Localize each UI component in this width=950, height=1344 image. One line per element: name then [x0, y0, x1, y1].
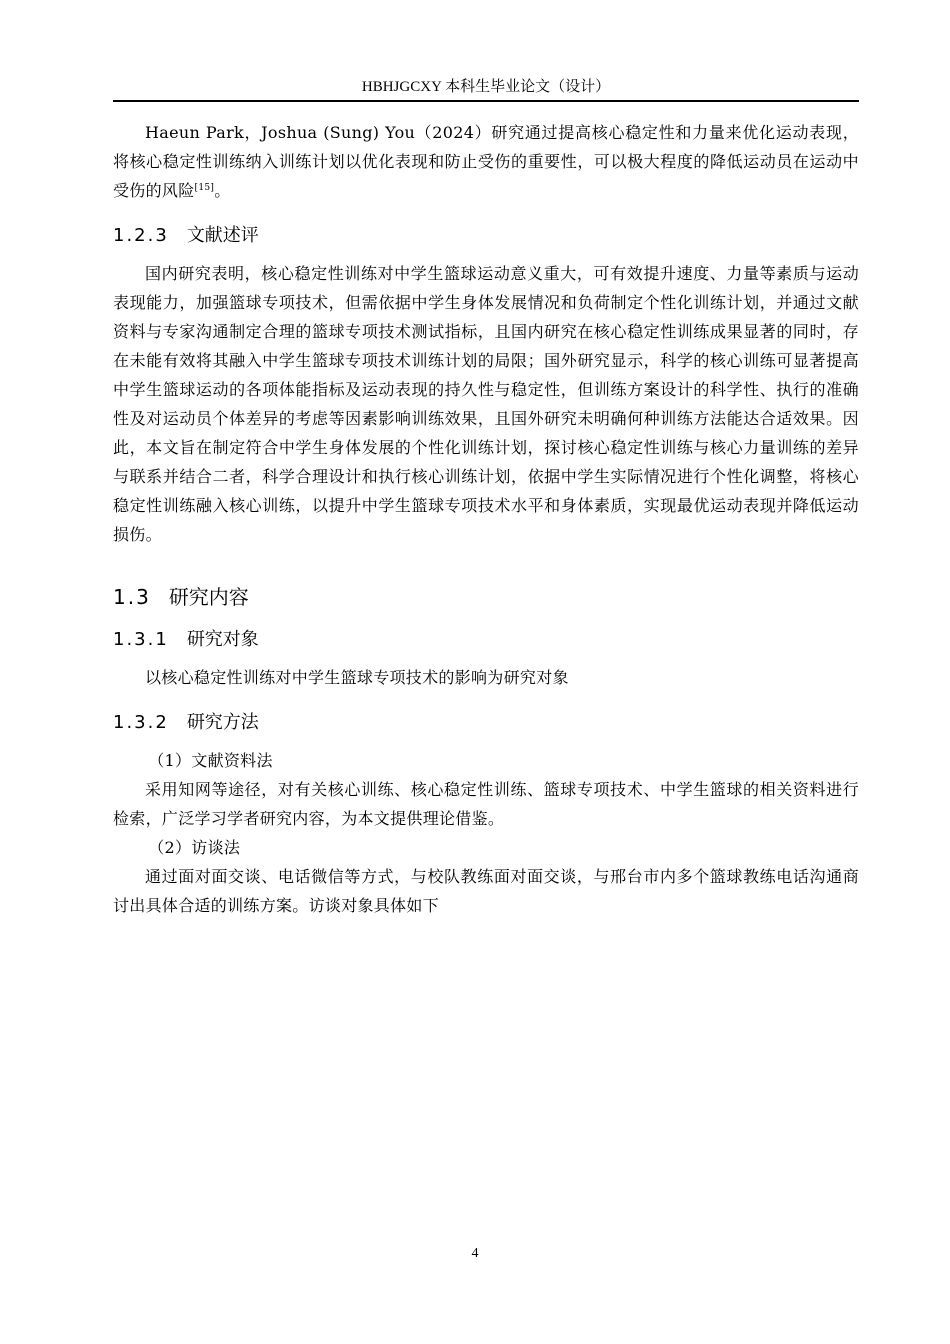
paragraph-intro — [113, 118, 859, 205]
method-2-text: 通过面对面交谈、电话微信等方式，与校队教练面对面交谈，与邢台市内多个篮球教练电话沟通商讨出具体合适的训练方案。访谈对象具体如下 — [113, 867, 859, 915]
paragraph-research-object: 以核心稳定性训练对中学生篮球专项技术的影响为研究对象 — [145, 668, 569, 687]
running-header: HBHJGCXY 本科生毕业论文（设计） — [361, 79, 611, 95]
page-body — [113, 118, 859, 920]
section-number: 1.3.1 — [113, 629, 169, 650]
method-1-text: 采用知网等途径，对有关核心训练、核心稳定性训练、篮球专项技术、中学生篮球的相关资料进行检索，广泛学习学者研究内容，为本文提供理论借鉴。 — [113, 780, 859, 828]
section-title: 研究方法 — [186, 712, 259, 733]
page-number: 4 — [471, 1246, 479, 1261]
citation-ref[interactable]: [15] — [194, 183, 215, 193]
heading-1-3 — [113, 583, 859, 611]
heading-1-2-3 — [113, 223, 859, 249]
section-number: 1.3 — [113, 585, 151, 609]
section-title: 研究内容 — [168, 585, 249, 609]
section-title: 研究对象 — [186, 629, 259, 650]
heading-1-3-1 — [113, 627, 859, 653]
section-number: 1.3.2 — [113, 712, 169, 733]
section-number: 1.2.3 — [113, 225, 169, 246]
method-1-label: （1）文献资料法 — [148, 751, 273, 770]
header-rule — [113, 100, 859, 102]
heading-1-3-2 — [113, 710, 859, 736]
intro-text: Haeun Park，Joshua (Sung) You（2024）研究通过提高核心稳定性和力量来优化运动表现，将核心稳定性训练纳入训练计划以优化表现和防止受伤的重要性，可以极大程度的降低运动员在运动中受伤的风险 — [113, 123, 859, 200]
method-2-label: （2）访谈法 — [148, 838, 241, 857]
section-title: 文献述评 — [186, 225, 259, 246]
paragraph-literature-review: 国内研究表明，核心稳定性训练对中学生篮球运动意义重大，可有效提升速度、力量等素质与运动表现能力，加强篮球专项技术，但需依据中学生身体发展情况和负荷制定个性化训练计划，并通过文献资料与专家沟通制定合理的篮球专项技术测试指标，且国内研究在核心稳定性训练成果显著的同时，存在未能有效将其融入中学生篮球专项技术训练计划的局限；国外研究显示，科学的核心训练可显著提高中学生篮球运动的各项体能指标及运动表现的持久性与稳定性，但训练方案设计的科学性、执行的准确性及对运动员个体差异的考虑等因素影响训练效果，且国外研究未明确何种训练方法能达合适效果。因此，本文旨在制定符合中学生身体发展的个性化训练计划，探讨核心稳定性训练与核心力量训练的差异与联系并结合二者，科学合理设计和执行核心训练计划，依据中学生实际情况进行个性化调整，将核心稳定性训练融入核心训练，以提升中学生篮球专项技术水平和身体素质，实现最优运动表现并降低运动损伤。 — [113, 264, 859, 544]
intro-end: 。 — [214, 181, 231, 200]
